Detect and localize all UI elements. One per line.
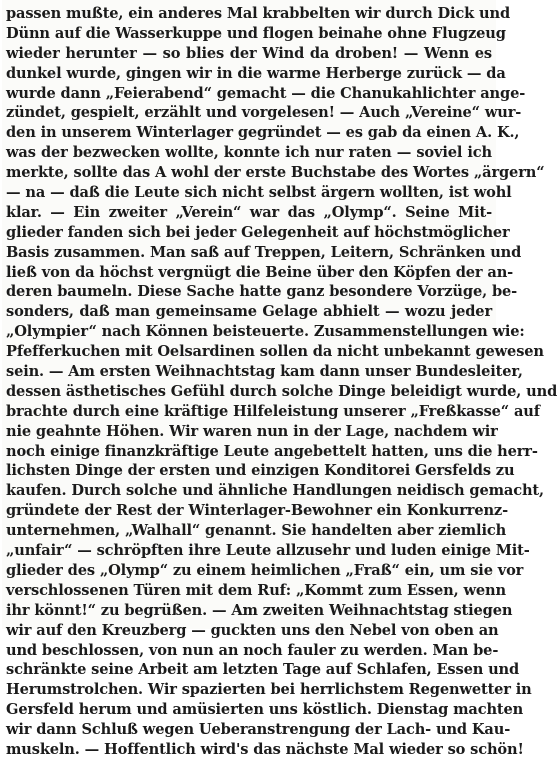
text-line: schränkte seine Arbeit am letzten Tage auf Schlafen, Essen und (6, 661, 520, 679)
text-line: sein. — Am ersten Weihnachtstag kam dann unser Bundesleiter, (6, 363, 523, 381)
text-line: verschlossenen Türen mit dem Ruf: „Kommt zum Essen, wenn (6, 581, 506, 599)
text-line: wurde dann „Feierabend“ gemacht — die Chanukahlichter ange- (6, 84, 526, 102)
text-line: muskeln. — Hoffentlich wird's das nächste Mal wieder so schön! (6, 740, 524, 758)
text-line: wir auf den Kreuzberg — guckten uns den Nebel von oben an (6, 621, 499, 639)
text-line: klar. — Ein zweiter „Verein“ war das „Olymp“. Seine Mit- (6, 203, 492, 221)
text-line: brachte durch eine kräftige Hilfeleistung unserer „Freßkasse“ auf (6, 402, 540, 420)
text-line: „unfair“ — schröpften ihre Leute allzusehr und luden einige Mit- (6, 542, 530, 560)
text-line: zündet, gespielt, erzählt und vorgelesen! — Auch „Vereine“ wur- (6, 104, 522, 122)
text-line: wieder herunter — so blies der Wind da droben! — Wenn es (6, 44, 492, 62)
text-line: passen mußte, ein anderes Mal krabbelten wir durch Dick und (6, 5, 510, 22)
text-line: unternehmen, „Walhall“ genannt. Sie handelten aber ziemlich (6, 522, 507, 540)
newspaper-page (2, 0, 557, 758)
text-line: glieder fanden sich bei jeder Gelegenheit auf höchstmöglicher (6, 223, 510, 241)
text-line: und beschlossen, von nun an noch fauler zu werden. Man be- (6, 641, 499, 659)
text-line: ließ von da höchst vergnügt die Beine über den Köpfen der an- (6, 263, 514, 281)
text-line: Herumstrolchen. Wir spazierten bei herrlichstem Regenwetter in (6, 681, 532, 699)
text-line: kaufen. Durch solche und ähnliche Handlungen neidisch gemacht, (6, 482, 544, 500)
text-line: deren baumeln. Diese Sache hatte ganz besondere Vorzüge, be- (6, 283, 518, 301)
text-line: Basis zusammen. Man saß auf Treppen, Leitern, Schränken und (6, 243, 522, 261)
text-line: sonders, daß man gemeinsame Gelage abhielt — wozu jeder (6, 303, 492, 321)
text-line: gründete der Rest der Winterlager-Bewohner ein Konkurrenz- (6, 502, 508, 520)
text-line: dessen ästhetisches Gefühl durch solche Dinge beleidigt wurde, und (6, 382, 557, 400)
text-line: Pfefferkuchen mit Oelsardinen sollen da nicht unbekannt gewesen (6, 343, 544, 361)
text-line: lichsten Dinge der ersten und einzigen Konditorei Gersfelds zu (6, 462, 515, 480)
text-line: dunkel wurde, gingen wir in die warme Herberge zurück — da (6, 64, 506, 82)
article-text-column (6, 4, 557, 760)
text-line: glieder des „Olymp“ zu einem heimlichen „Fraß“ ein, um sie vor (6, 561, 524, 579)
text-line: ihr könnt!“ zu begrüßen. — Am zweiten Weihnachtstag stiegen (6, 601, 513, 619)
text-line: merkte, sollte das A wohl der erste Buchstabe des Wortes „ärgern“ (6, 164, 545, 182)
text-line: Dünn auf die Wasserkuppe und flogen beinahe ohne Flugzeug (6, 24, 506, 42)
text-line: „Olympier“ nach Können beisteuerte. Zusammenstellungen wie: (6, 323, 525, 341)
text-line: nie geahnte Höhen. Wir waren nun in der Lage, nachdem wir (6, 422, 498, 440)
text-line: noch einige finanzkräftige Leute angebettelt hatten, uns die herr- (6, 442, 538, 460)
text-line: was der bezwecken wollte, konnte ich nur raten — soviel ich (6, 144, 492, 162)
text-line: Gersfeld herum und amüsierten uns köstlich. Dienstag machten (6, 701, 524, 719)
text-line: wir dann Schluß wegen Ueberanstrengung der Lach- und Kau- (6, 721, 511, 739)
text-line: — na — daß die Leute sich nicht selbst ärgern wollten, ist wohl (6, 184, 512, 202)
text-line: den in unserem Winterlager gegründet — es gab da einen A. K., (6, 124, 520, 142)
